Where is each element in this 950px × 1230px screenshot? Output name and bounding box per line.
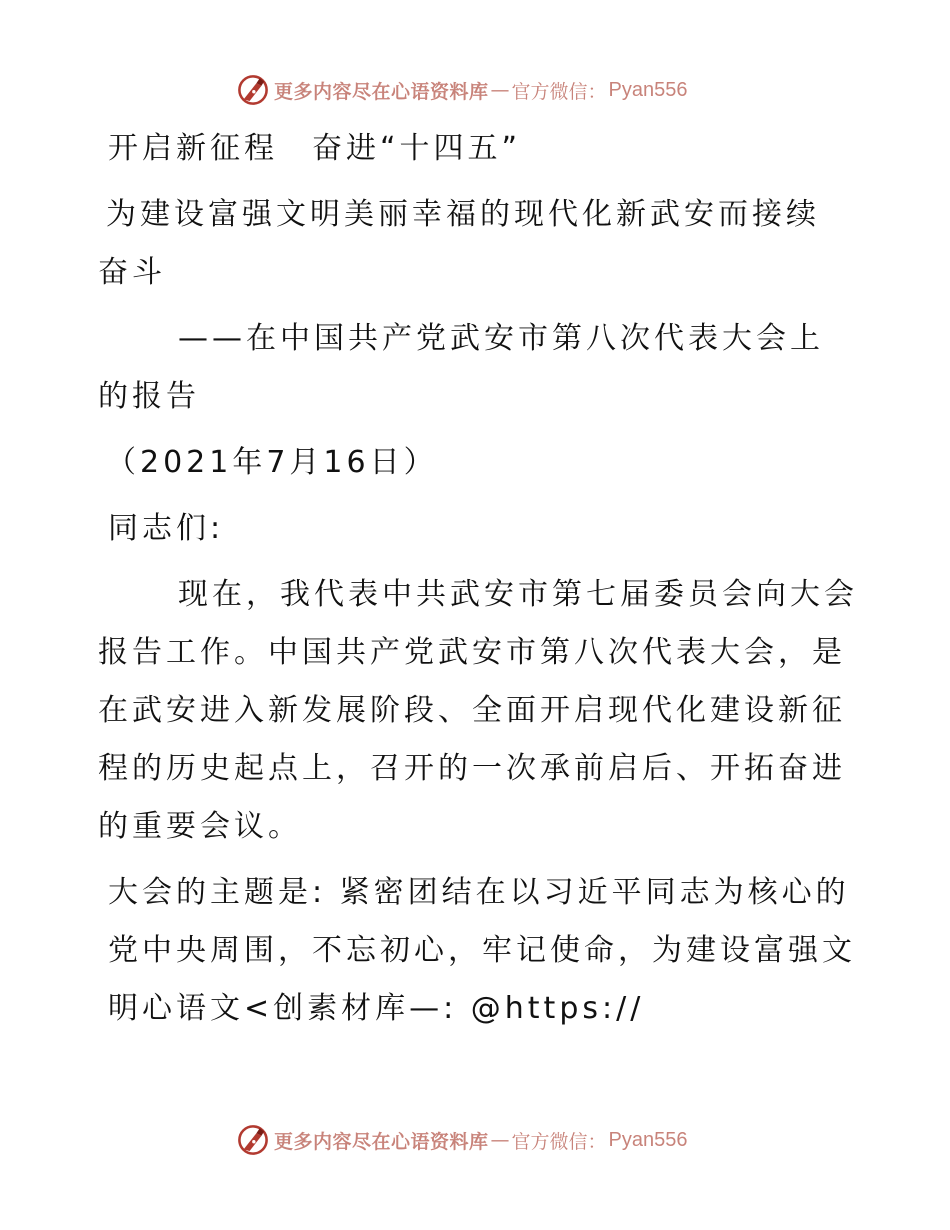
footer-watermark-banner [236, 1122, 688, 1158]
report-title-line-1: 为建设富强文明美丽幸福的现代化新武安而接续 [106, 197, 820, 232]
banner-dash: — [490, 1129, 510, 1151]
banner-site-text: 更多内容尽在心语资料库 [274, 1130, 489, 1153]
paragraph-2: 大会的主题是: 紧密团结在以习近平同志为核心的党中央周围，不忘初心，牢记使命，为建设富强文明心语文<创素材库—: @https:// [108, 875, 856, 1026]
report-title-line-2: 奋斗 [98, 255, 166, 290]
pen-nib-logo-icon [236, 1123, 270, 1157]
document-heading: 开启新征程 奋进“十四五” [108, 131, 522, 166]
paragraph-1: 现在，我代表中共武安市第七届委员会向大会报告工作。中国共产党武安市第八次代表大会，是在武安进入新发展阶段、全面开启现代化建设新征程的历史起点上，召开的一次承前启后、开拓奋进的重要会议。 [98, 577, 858, 844]
report-date: （2021年7月16日） [106, 445, 438, 480]
banner-official-label: 官方微信： [511, 80, 607, 103]
banner-dash: — [490, 79, 510, 101]
report-subtitle-line-2: 的报告 [98, 379, 200, 414]
banner-site-text: 更多内容尽在心语资料库 [274, 80, 489, 103]
header-watermark-banner [236, 72, 688, 108]
banner-wechat-id: Pyan556 [608, 78, 688, 101]
banner-wechat-id: Pyan556 [608, 1128, 688, 1151]
salutation: 同志们: [108, 511, 225, 546]
document-body [98, 120, 858, 1038]
pen-nib-logo-icon [236, 73, 270, 107]
report-subtitle-line-1: ——在中国共产党武安市第八次代表大会上 [178, 321, 824, 356]
banner-official-label: 官方微信： [511, 1130, 607, 1153]
